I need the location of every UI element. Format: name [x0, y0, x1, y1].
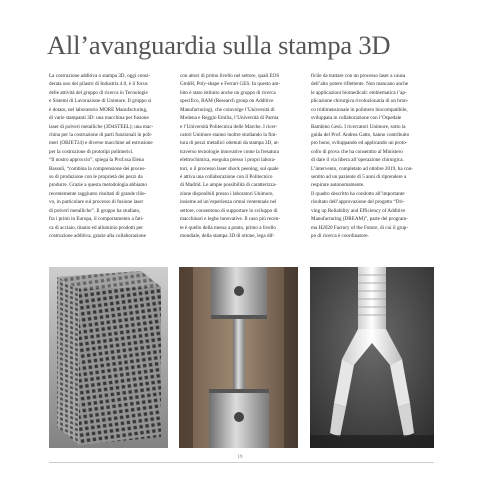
article-text-line: derata uno dei pilastri di Industria 4.0, è il focus [49, 81, 148, 88]
article-text-line: insieme ad un’esperienza ormai ventennale nel [180, 199, 277, 206]
article-text-line: L’intervento, completato ad ottobre 2019, ha con- [311, 165, 414, 172]
text-column-2 [180, 72, 299, 272]
lattice-structure-photo [49, 267, 168, 448]
footer-rule [49, 462, 434, 463]
article-text-line: di polveri metalliche”. Il gruppo ha studiato, [49, 207, 141, 214]
article-text-line: di dare il via libera all’operazione chirurgica. [311, 157, 404, 164]
article-text-line: laser di polveri metalliche (3D4STEEL); una mac- [49, 123, 154, 130]
article-text-line: tura di pezzi metallici ottenuti da stampa 3D, at- [180, 140, 280, 147]
article-text-line: macchinari e leghe innovative. Il caso più recen- [180, 216, 280, 223]
article-text-line: per la costruzione di prototipi polimerici. [49, 148, 134, 155]
article-text-line: Manufacturing), che coinvolge l’Università di [180, 106, 275, 113]
article-text-line: Il quadro descritto ha condotto all’importante [311, 190, 405, 197]
article-text-line: ving up Reliability and Efficiency of Additive [311, 207, 406, 214]
article-text-line: traverso tecnologie innovative come la fresatura [180, 148, 279, 155]
article-text-line: po di ricerca è coordinatore. [311, 233, 369, 240]
article-text-line: GmbH, Poly-shape e Ferrari GES. In questo am- [180, 81, 281, 88]
article-text-line: co tridimensionale in polimero biocompatibile, [311, 106, 408, 113]
article-text-line: zione disponibili presso i laboratori Unimore, [180, 190, 274, 197]
article-text-line: so di produzione con le proprietà dei pezzi da [49, 174, 143, 181]
article-text-line: ca di acciaio, titanio ed alluminio prodotti per [49, 224, 143, 231]
text-column-3 [311, 72, 433, 272]
article-text-line: le applicazioni biomedicali: emblematica l’ap- [311, 89, 407, 96]
article-text-line: dell’alto potere riflettente. Non mancano anche [311, 81, 409, 88]
article-text-line: ficile da trattare con un processo laser a causa [311, 73, 406, 79]
article-text-line: collo di prova che ha consentito al Ministero [311, 148, 403, 155]
article-text-line: è dotato, nel laboratorio MORE Manufacturing, [49, 106, 148, 113]
article-text-line: Bassoli, “combina la comprensione dei proces- [49, 165, 146, 172]
article-text-line: con attori di primo livello nel settore, quali EOS [180, 73, 280, 79]
article-text-line: respirare autonomamente. [311, 182, 365, 189]
article-text-line: sviluppata in collaborazione con l’Ospedale [311, 115, 402, 122]
article-text-line: Bambino Gesù. I ricercatori Unimore, sotto la [311, 123, 406, 130]
article-text-line: e Sistemi di Lavorazione di Unimore. Il gruppo si [49, 98, 152, 105]
article-text-line: Manufacturing (DREAM)”, parte del program- [311, 216, 408, 223]
article-text-line: Modena e Reggio Emilia, l’Università di Parma [180, 115, 279, 122]
article-text-line: risultato dell’approvazione del progetto “Dri- [311, 199, 405, 206]
article-text-line: mondiale, della stampa 3D di ottone, lega dif- [180, 233, 275, 240]
article-text-line: plicazione chirurgica rivoluzionaria di un bron- [311, 98, 409, 105]
article-text-line: costruzione additiva, grazie alla collaborazione [49, 233, 146, 240]
bronchus-model-photo [310, 267, 434, 448]
article-text-line: delle attività del gruppo di ricerca in Tecnologie [49, 89, 148, 96]
article-text-line: produrre. Grazie a questa metodologia abbiamo [49, 182, 147, 189]
article-text-line: vo, in particolare sul processo di fusione laser [49, 199, 144, 206]
article-text-line: meri (OBJET24) e diverse macchine ad estrusione [49, 140, 153, 147]
article-text-line: pro bono, sviluppando ed applicando un proto- [311, 140, 408, 147]
page-title: All’avanguardia sulla stampa 3D [47, 30, 391, 60]
article-text-line: guida del Prof. Andrea Gatto, hanno contribuito [311, 131, 410, 138]
article-text-line: te è quello della messa a punto, primo a livello [180, 224, 276, 231]
article-text-line: specifico, RAM (Research group on Additive [180, 98, 274, 105]
article-text-line: bito è stato istituito anche un gruppo di ricerca [180, 89, 276, 96]
text-column-1 [49, 72, 168, 272]
article-text-line: e l’Università Politecnica delle Marche. I ricer- [180, 123, 278, 130]
page-number: 19 [232, 455, 248, 460]
article-text-line: di varie stampanti 3D: una macchina per fusione [49, 115, 149, 122]
article-text-line: sentito ad un paziente di 5 anni di riprendere a [311, 174, 407, 181]
article-text-line: tori, o il processo laser shock peening, sul quale [180, 165, 279, 172]
article-text-line: La costruzione additiva o stampa 3D, oggi consi- [49, 73, 151, 79]
article-text-line: elettrochimica, eseguita presso i propri labora- [180, 157, 276, 164]
article-text-line: di Madrid. Le ampie possibilità di caratterizza- [180, 182, 277, 189]
article-text-line: ma H2020 Factory of the Future, di cui il grup- [311, 224, 409, 231]
article-text-line: “Il nostro approccio”, spiega la Prof.ssa Elena [49, 157, 144, 164]
tensile-test-photo [179, 267, 298, 448]
article-text-line: recentemente raggiunto risultati di grande rilie- [49, 190, 147, 197]
article-text-line: china per la costruzione di parti funzionali in poli- [49, 131, 153, 138]
article-body [49, 72, 434, 272]
article-text-line: fra i primi in Europa, il comportamento a fati- [49, 216, 144, 223]
article-text-line: è attiva una collaborazione con il Politecnico [180, 174, 273, 181]
article-text-line: catori Unimore stanno inoltre studiando la fini- [180, 131, 278, 138]
article-text-line: settore, consentono di supportare lo sviluppo di [180, 207, 278, 214]
